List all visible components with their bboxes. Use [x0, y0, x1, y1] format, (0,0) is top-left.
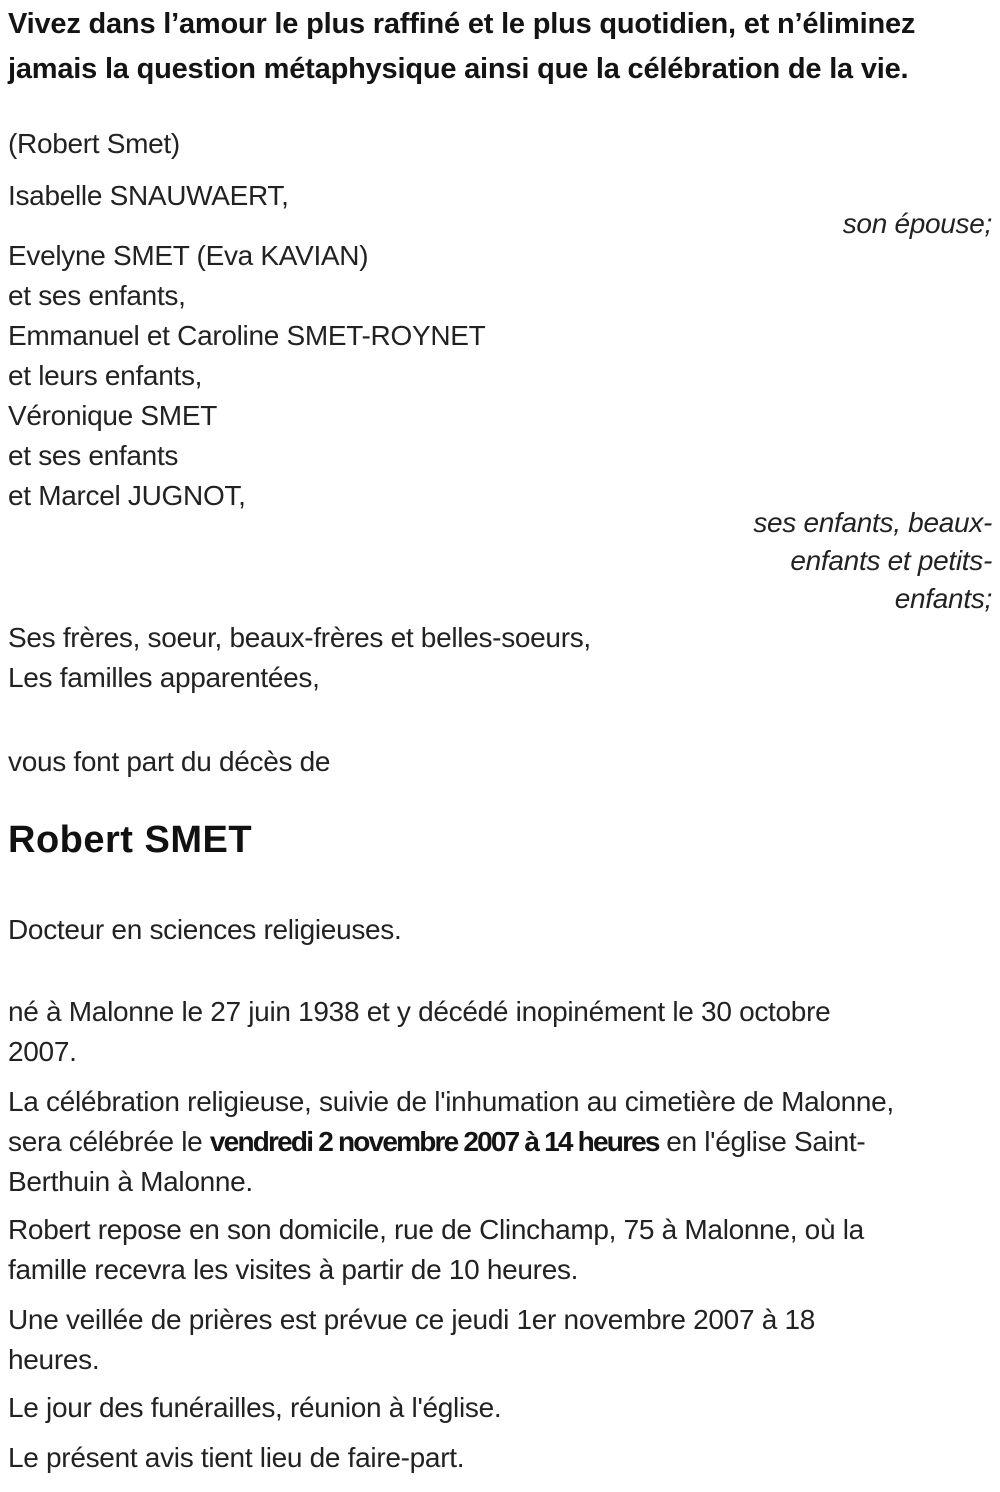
family-line: et ses enfants, [8, 280, 186, 311]
spouse-relation-label: son épouse; [842, 208, 992, 239]
family-line: et Marcel JUGNOT, [8, 480, 246, 511]
repose-paragraph: Robert repose en son domicile, rue de Clinchamp, 75 à Malonne, où la famille recevra les visites à partir de 10 heures. [8, 1214, 864, 1285]
family-line: et ses enfants [8, 440, 179, 471]
family-line: Emmanuel et Caroline SMET-ROYNET [8, 320, 486, 351]
ceremony-text-before: La célébration religieuse, suivie de l'inhumation au cimetière de Malonne, sera célébrée le [8, 1086, 894, 1157]
ceremony-datetime-highlight: vendredi 2 novembre 2007 à 14 heures [209, 1126, 659, 1157]
family-line: et leurs enfants, [8, 360, 203, 391]
ceremony-text-after: en l'église Saint-Berthuin à Malonne. [8, 1126, 866, 1197]
quote-attribution: (Robert Smet) [8, 128, 180, 159]
ceremony-paragraph [8, 1082, 948, 1202]
family-line: Véronique SMET [8, 400, 218, 431]
spouse-name-line: Isabelle SNAUWAERT, [8, 180, 289, 211]
legal-notice-paragraph: Le présent avis tient lieu de faire-part. [8, 1442, 465, 1473]
funeral-day-paragraph: Le jour des funérailles, réunion à l'église. [8, 1392, 502, 1423]
opening-quote: Vivez dans l’amour le plus raffiné et le plus quotidien, et n’éliminez jamais la question métaphysique ainsi que la célébration de la vie. [8, 8, 916, 85]
birth-death-paragraph: né à Malonne le 27 juin 1938 et y décédé inopinément le 30 octobre 2007. [8, 996, 831, 1067]
children-relation-label: ses enfants, beaux-enfants et petits-enfants; [753, 507, 992, 614]
family-line: Evelyne SMET (Eva KAVIAN) [8, 240, 369, 271]
relatives-line: Les familles apparentées, [8, 662, 320, 693]
vigil-paragraph: Une veillée de prières est prévue ce jeudi 1er novembre 2007 à 18 heures. [8, 1304, 816, 1375]
relatives-line: Ses frères, soeur, beaux-frères et belles-soeurs, [8, 622, 591, 653]
announcement-intro: vous font part du décès de [8, 746, 331, 777]
deceased-name: Robert SMET [8, 819, 253, 861]
deceased-title: Docteur en sciences religieuses. [8, 914, 402, 945]
